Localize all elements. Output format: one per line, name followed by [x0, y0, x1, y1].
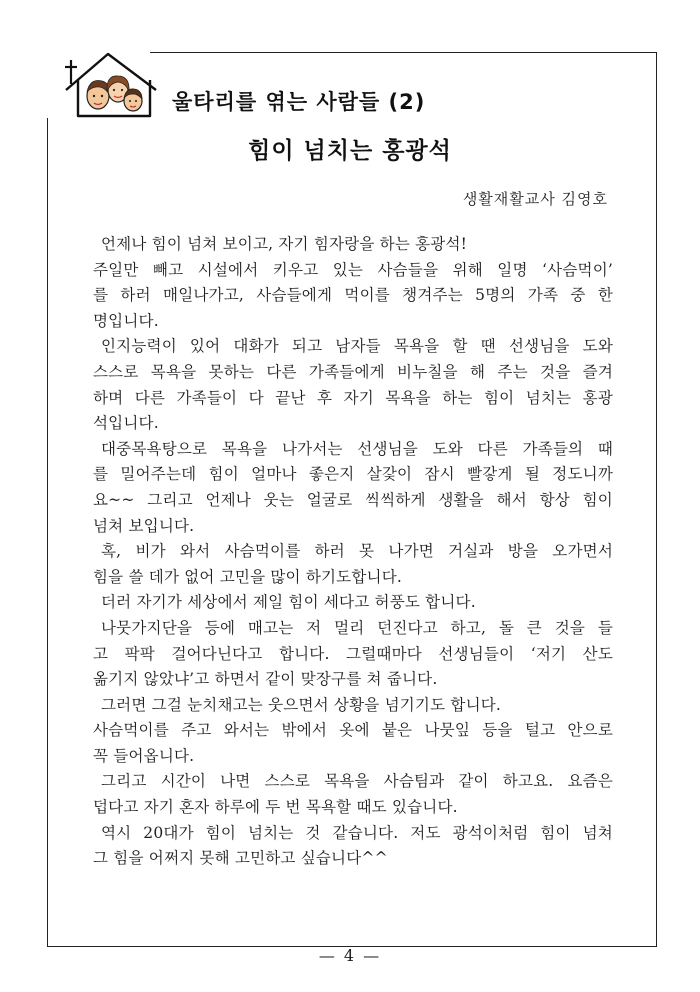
body-line: 그리고 시간이 나면 스스로 목욕을 사슴팀과 같이 하고요. 요즘은 — [101, 772, 613, 791]
body-line: 스스로 목욕을 못하는 다른 가족들에게 비누칠을 해 주는 것을 즐겨 — [93, 362, 613, 381]
body-line: 요~~ 그리고 언제나 웃는 얼굴로 씩씩하게 생활을 해서 항상 힘이 — [93, 490, 613, 509]
body-line: 덥다고 자기 혼자 하루에 두 번 목욕할 때도 있습니다. — [93, 798, 458, 817]
body-line: 넘쳐 보입니다. — [93, 516, 195, 535]
body-line: 인지능력이 있어 대화가 되고 남자들 목욕을 할 땐 선생님을 도와 — [101, 337, 613, 356]
body-line: 옮기지 않았냐’고 하면서 같이 맞장구를 쳐 줍니다. — [93, 670, 438, 689]
body-line: 그러면 그걸 눈치채고는 웃으면서 상황을 넘기기도 합니다. — [101, 695, 502, 714]
body-line: 대중목욕탕으로 목욕을 나가서는 선생님을 도와 다른 가족들의 때 — [101, 439, 613, 458]
article-body — [93, 232, 613, 872]
body-line: 더러 자기가 세상에서 제일 힘이 세다고 허풍도 합니다. — [101, 593, 476, 612]
body-line: 언제나 힘이 넘쳐 보이고, 자기 힘자랑을 하는 홍광석! — [101, 235, 468, 253]
body-line: 그 힘을 어쩌지 못해 고민하고 싶습니다^^ — [93, 849, 388, 868]
body-line: 혹, 비가 와서 사슴먹이를 하러 못 나가면 거실과 방을 오가면서 — [101, 542, 613, 561]
body-line: 역시 20대가 힘이 넘치는 것 같습니다. 저도 광석이처럼 힘이 넘쳐 — [101, 823, 613, 842]
body-line: 명입니다. — [93, 311, 159, 330]
body-line: 힘을 쓸 데가 없어 고민을 많이 하기도합니다. — [93, 567, 403, 586]
article-title: 힘이 넘치는 홍광석 — [248, 138, 452, 164]
body-line: 석입니다. — [93, 414, 159, 433]
body-line: 를 하러 매일나가고, 사슴들에게 먹이를 챙겨주는 5명의 가족 중 한 — [93, 286, 613, 305]
body-line: 고 팍팍 걸어다닌다고 합니다. 그럴때마다 선생님들이 ‘저기 산도 — [93, 644, 613, 663]
body-line: 꼭 들어옵니다. — [93, 746, 195, 765]
body-line: 주일만 빼고 시설에서 키우고 있는 사슴들을 위해 일명 ‘사슴먹이’ — [93, 260, 613, 279]
page-number: — 4 — — [318, 946, 382, 965]
body-line: 를 밀어주는데 힘이 얼마나 좋은지 살갗이 잠시 빨갛게 될 정도니까 — [93, 465, 613, 484]
frame-top-line — [150, 52, 657, 53]
body-line: 나뭇가지단을 등에 매고는 저 멀리 던진다고 하고, 돌 큰 것을 들 — [101, 618, 613, 637]
frame-right-line — [656, 52, 657, 946]
byline: 생활재활교사 김영호 — [462, 190, 608, 208]
frame-left-line — [47, 118, 48, 946]
column-title: 울타리를 엮는 사람들 (2) — [172, 90, 426, 114]
house-family-icon — [60, 40, 160, 120]
body-line: 사슴먹이를 주고 와서는 밖에서 옷에 붙은 나뭇잎 등을 털고 안으로 — [93, 721, 613, 740]
body-line: 하며 다른 가족들이 다 끝난 후 자기 목욕을 하는 힘이 넘치는 홍광 — [93, 388, 613, 407]
